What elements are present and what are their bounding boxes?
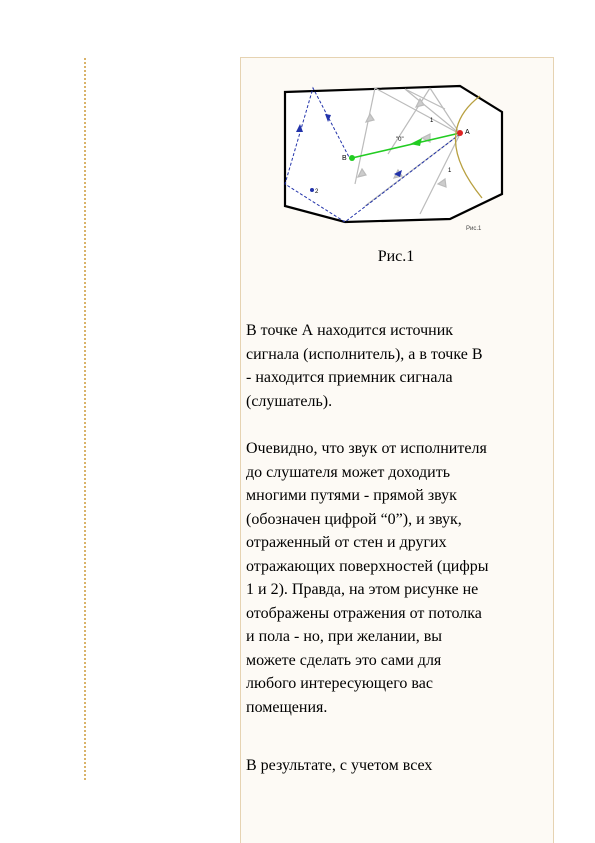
- ray-one-label: 1: [430, 118, 434, 124]
- figure-caption: Рис.1: [377, 248, 415, 265]
- point-a-label: A: [465, 129, 470, 136]
- ray-two-label: 2: [315, 189, 319, 195]
- point-b-label: B: [342, 155, 347, 162]
- paragraph-result: В результате, с учетом всех: [246, 757, 433, 774]
- paragraph-source-listener: В точке А находится источник сигнала (исполнитель), а в точке В - находится приемник сигнала (слушатель).: [246, 322, 483, 410]
- room-diagram: [270, 74, 515, 246]
- ray-zero-label: "0": [396, 137, 404, 143]
- ray-one-b-label: 1: [448, 168, 452, 174]
- point-2-marker: [310, 188, 314, 192]
- listener-point: [349, 155, 355, 161]
- figure-tag: Рис.1: [466, 226, 482, 232]
- paragraph-sound-paths: Очевидно, что звук от исполнителя до слушателя может доходить многими путями - прямой звук (обозначен цифрой “0”), и звук, отраженный от стен и других отражающих поверхностей (цифры 1 и 2). Правда, на этом рисунке не отображены отражения от потолка и пола - но, при желании, вы можете сделать это сами для любого интересующего вас помещения.: [246, 440, 489, 716]
- margin-rule: [84, 58, 86, 780]
- source-point: [457, 130, 463, 136]
